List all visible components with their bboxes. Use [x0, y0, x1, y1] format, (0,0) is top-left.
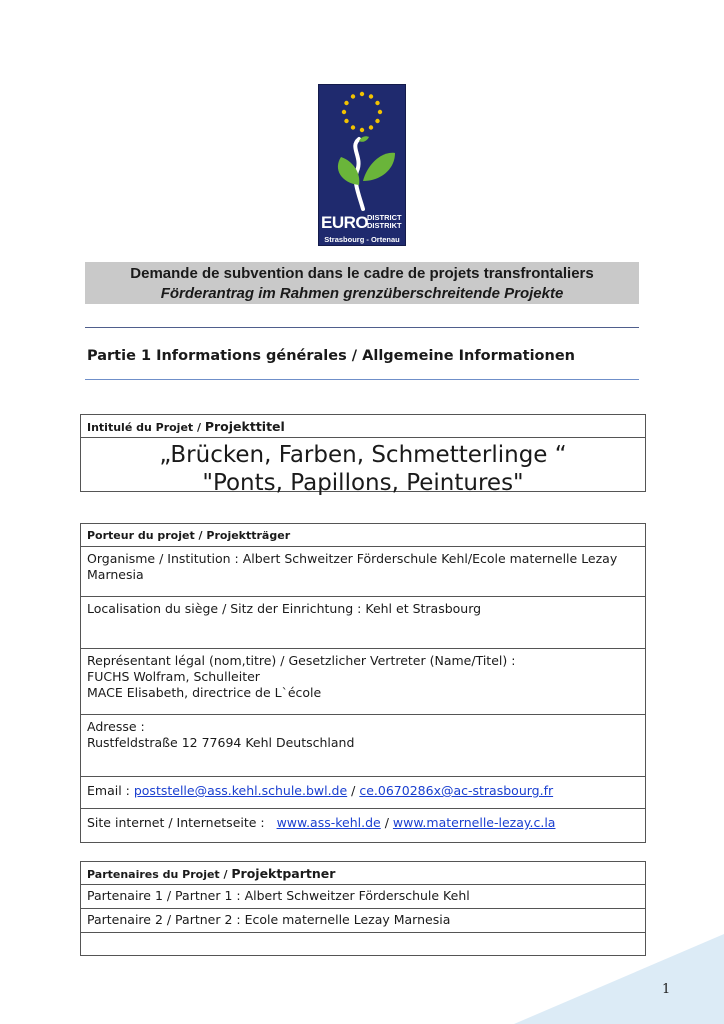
organisation-field: Organisme / Institution : Albert Schweitzer Förderschule Kehl/Ecole maternelle Lezay Marnesia [81, 546, 645, 596]
corner-decoration [514, 934, 724, 1024]
logo-graphic [319, 85, 405, 213]
project-title-fr: "Ponts, Papillons, Peintures" [202, 470, 524, 496]
partner-1-field: Partenaire 1 / Partner 1 : Albert Schweitzer Förderschule Kehl [81, 884, 645, 908]
address-field: Adresse : Rustfeldstraße 12 77694 Kehl Deutschland [81, 714, 645, 776]
eurodistrict-logo [318, 84, 406, 246]
project-title-header: Intitulé du Projet / Projekttitel [87, 419, 285, 434]
partner-2-field: Partenaire 2 / Partner 2 : Ecole maternelle Lezay Marnesia [81, 908, 645, 932]
divider [85, 327, 639, 328]
website-field: Site internet / Internetseite : www.ass-kehl.de / www.maternelle-lezay.c.la [81, 808, 645, 842]
location-field: Localisation du siège / Sitz der Einrichtung : Kehl et Strasbourg [81, 596, 645, 648]
plant-icon [338, 136, 395, 209]
project-title-de: „Brücken, Farben, Schmetterlinge “ [159, 442, 567, 468]
section-title: Partie 1 Informations générales / Allgemeine Informationen [87, 348, 575, 364]
project-holder-header: Porteur du projet / Projektträger [87, 529, 291, 542]
logo-region-text: Strasbourg - Ortenau [324, 235, 400, 244]
email-link-maternelle[interactable]: ce.0670286x@ac-strasbourg.fr [359, 783, 554, 798]
divider [85, 379, 639, 380]
logo-district-text: DISTRICT DISTRIKT [367, 213, 402, 230]
document-banner [85, 262, 639, 304]
website-link-ass[interactable]: www.ass-kehl.de [276, 815, 381, 830]
legal-representative-field: Représentant légal (nom,titre) / Gesetzlicher Vertreter (Name/Titel) : FUCHS Wolfram, Schulleiter MACE Elisabeth, directrice de L`école [81, 648, 645, 714]
project-title-value [81, 437, 645, 496]
email-field: Email : poststelle@ass.kehl.schule.bwl.de / ce.0670286x@ac-strasbourg.fr [81, 776, 645, 808]
email-link-ass[interactable]: poststelle@ass.kehl.schule.bwl.de [133, 783, 348, 798]
page-number: 1 [662, 982, 671, 997]
partners-header: Partenaires du Projet / Projektpartner [87, 866, 336, 881]
eu-stars-icon [342, 92, 382, 132]
project-title-table [80, 414, 646, 496]
banner-title-de: Förderantrag im Rahmen grenzüberschreitende Projekte [160, 285, 564, 302]
website-link-maternelle[interactable]: www.maternelle-lezay.c.la [392, 815, 556, 830]
banner-title-fr: Demande de subvention dans le cadre de projets transfrontaliers [130, 265, 594, 282]
logo-euro-text: EURO [321, 213, 369, 232]
project-holder-table [80, 523, 646, 843]
